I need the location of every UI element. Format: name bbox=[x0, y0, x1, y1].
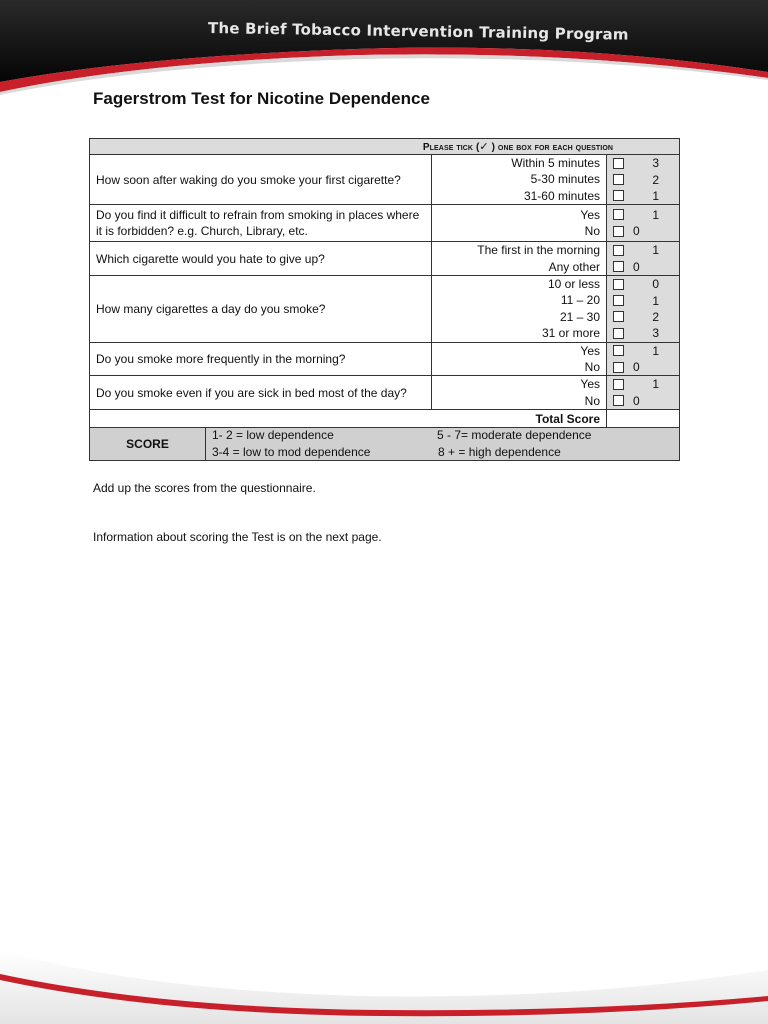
option-label: Yes bbox=[580, 377, 600, 392]
instruction-text-after: ) one box for each question bbox=[488, 142, 614, 153]
answer-checkbox[interactable] bbox=[613, 174, 624, 185]
option-label: No bbox=[584, 224, 600, 239]
option-points: 0 bbox=[633, 224, 640, 239]
answer-checkbox[interactable] bbox=[613, 279, 624, 290]
option-points: 1 bbox=[652, 293, 660, 308]
checkbox-column bbox=[607, 155, 680, 205]
checkbox-column bbox=[607, 242, 680, 276]
answer-checkbox[interactable] bbox=[613, 209, 624, 220]
checkbox-column bbox=[607, 342, 680, 376]
question-row bbox=[90, 155, 680, 205]
answer-checkbox[interactable] bbox=[613, 226, 624, 237]
add-up-note: Add up the scores from the questionnaire. bbox=[93, 481, 316, 495]
header-band bbox=[0, 0, 768, 100]
answer-checkbox[interactable] bbox=[613, 158, 624, 169]
answer-options bbox=[432, 242, 607, 276]
answer-checkbox[interactable] bbox=[613, 295, 624, 306]
answer-options bbox=[432, 376, 607, 410]
score-range: 1- 2 = low dependence bbox=[212, 428, 334, 443]
checkbox-column bbox=[607, 205, 680, 242]
answer-options bbox=[432, 275, 607, 342]
answer-checkbox[interactable] bbox=[613, 190, 624, 201]
option-label: Any other bbox=[548, 259, 600, 274]
question-text: Do you smoke more frequently in the morning? bbox=[90, 342, 432, 376]
question-row bbox=[90, 205, 680, 242]
option-label: Yes bbox=[580, 207, 600, 222]
question-row bbox=[90, 376, 680, 410]
score-range: 3-4 = low to mod dependence bbox=[212, 445, 371, 460]
document-title: Fagerstrom Test for Nicotine Dependence bbox=[93, 89, 430, 108]
option-points: 1 bbox=[652, 343, 660, 358]
option-label: 21 – 30 bbox=[559, 309, 600, 324]
answer-checkbox[interactable] bbox=[613, 245, 624, 256]
question-row bbox=[90, 275, 680, 342]
score-range: 5 - 7= moderate dependence bbox=[437, 428, 592, 443]
option-points: 1 bbox=[652, 207, 660, 222]
checkbox-column bbox=[607, 376, 680, 410]
option-points: 0 bbox=[633, 393, 640, 408]
option-label: The first in the morning bbox=[477, 243, 600, 258]
answer-options bbox=[432, 342, 607, 376]
footer-band bbox=[0, 930, 768, 1024]
option-label: No bbox=[584, 359, 600, 374]
option-points: 1 bbox=[652, 243, 660, 258]
scoring-info-note: Information about scoring the Test is on the next page. bbox=[93, 530, 382, 544]
question-text: Which cigarette would you hate to give up? bbox=[90, 242, 432, 276]
program-title: The Brief Tobacco Intervention Training Program bbox=[207, 19, 629, 44]
option-label: 10 or less bbox=[547, 276, 600, 291]
option-points: 0 bbox=[633, 259, 640, 274]
score-range: 8 + = high dependence bbox=[438, 445, 561, 460]
option-points: 1 bbox=[652, 377, 660, 392]
option-label: 11 – 20 bbox=[560, 293, 600, 308]
instruction-header bbox=[90, 139, 680, 155]
answer-checkbox[interactable] bbox=[613, 395, 624, 406]
question-row bbox=[90, 342, 680, 376]
option-label: No bbox=[584, 393, 600, 408]
question-text: Do you smoke even if you are sick in bed most of the day? bbox=[90, 376, 432, 410]
tick-glyph: ✓ bbox=[479, 141, 489, 153]
option-label: 31-60 minutes bbox=[523, 188, 600, 203]
option-points: 0 bbox=[633, 360, 640, 375]
option-points: 2 bbox=[652, 172, 660, 187]
instruction-text-before: Please tick ( bbox=[422, 142, 480, 153]
fagerstrom-table bbox=[89, 138, 680, 461]
score-key bbox=[206, 428, 680, 461]
question-text: How many cigarettes a day do you smoke? bbox=[90, 275, 432, 342]
answer-checkbox[interactable] bbox=[613, 261, 624, 272]
option-label: 5-30 minutes bbox=[530, 172, 600, 187]
option-points: 3 bbox=[652, 326, 660, 341]
option-label: Yes bbox=[580, 343, 600, 358]
option-points: 1 bbox=[652, 188, 660, 203]
option-label: Within 5 minutes bbox=[511, 156, 600, 170]
answer-checkbox[interactable] bbox=[613, 311, 624, 322]
checkbox-column bbox=[607, 275, 680, 342]
answer-checkbox[interactable] bbox=[613, 379, 624, 390]
answer-checkbox[interactable] bbox=[613, 362, 624, 373]
answer-options bbox=[432, 155, 607, 205]
answer-checkbox[interactable] bbox=[613, 328, 624, 339]
option-points: 2 bbox=[652, 309, 660, 324]
score-label: SCORE bbox=[90, 428, 206, 461]
total-score-label: Total Score bbox=[90, 410, 607, 428]
answer-options bbox=[432, 205, 607, 242]
answer-checkbox[interactable] bbox=[613, 345, 624, 356]
option-points: 0 bbox=[652, 277, 660, 292]
total-score-field[interactable] bbox=[607, 410, 680, 428]
question-text: Do you find it difficult to refrain from smoking in places where it is forbidden? e.g. Church, Library, etc. bbox=[90, 205, 432, 242]
question-text: How soon after waking do you smoke your first cigarette? bbox=[90, 155, 432, 205]
option-points: 3 bbox=[652, 156, 660, 171]
question-row bbox=[90, 242, 680, 276]
option-label: 31 or more bbox=[541, 326, 600, 341]
